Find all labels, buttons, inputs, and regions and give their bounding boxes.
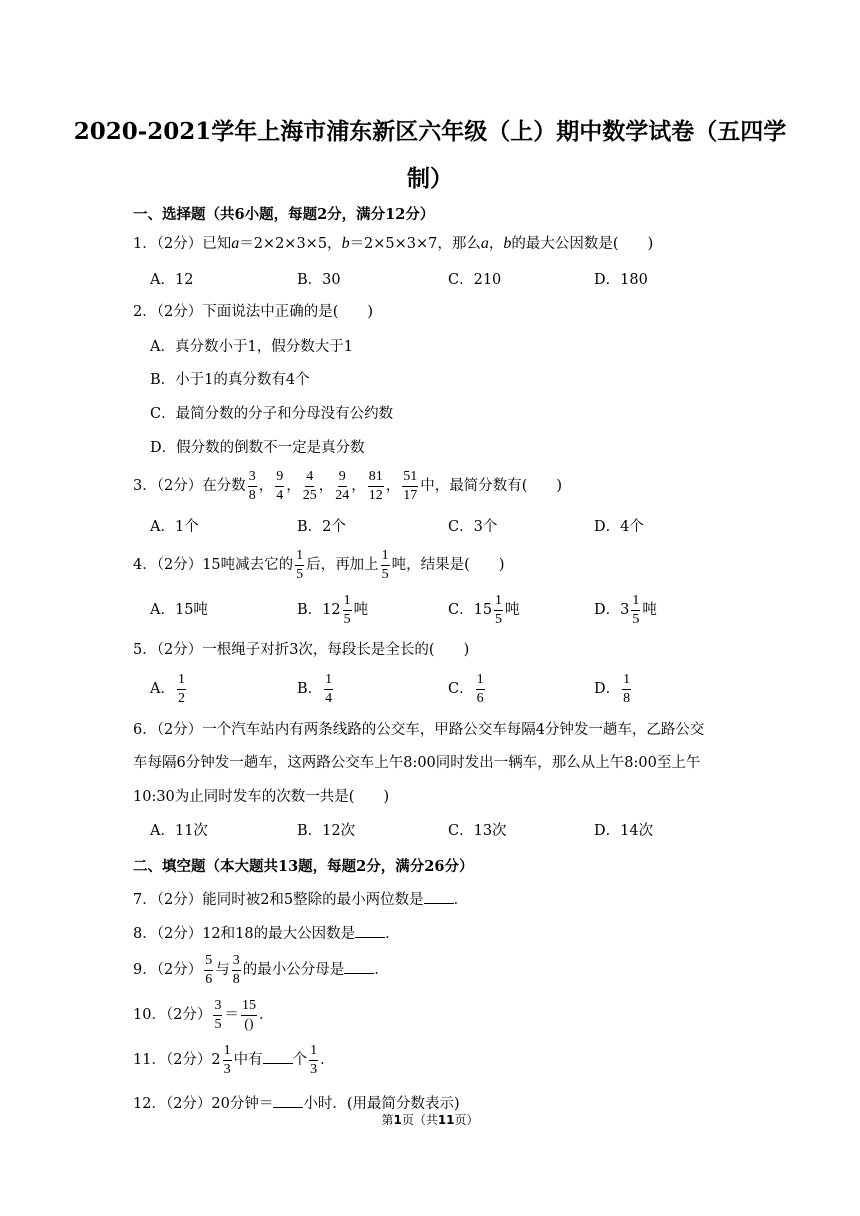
question-1-option-c: C．210 (448, 272, 502, 288)
question-4-option-a: A．15吨 (150, 602, 208, 618)
section-fill-heading: 二、填空题（本大题共13题，每题2分，满分26分） (133, 858, 474, 875)
fraction: $\frac{1}{5}$ (381, 547, 389, 582)
question-8: 8．（2分）12和18的最大公因数是 ． (133, 923, 400, 944)
question-6-option-c: C．13次 (448, 823, 507, 839)
fraction: $\frac{4}{25}$ (302, 468, 317, 503)
question-5-option-d: D． $\frac{1}{8}$ (594, 671, 631, 706)
page-footer: 第1页（共11页） (381, 1113, 479, 1127)
answer-blank[interactable] (344, 959, 374, 974)
fraction: $\frac{1}{2}$ (177, 671, 185, 706)
question-10: 10．（2分） $\frac{3}{5}$ ＝ $\frac{15}{()}$ ． (133, 997, 274, 1032)
fraction: $\frac{5}{6}$ (205, 952, 213, 987)
section-choice-heading: 一、选择题（共6小题，每题2分，满分12分） (133, 206, 435, 223)
question-4-option-d: D．3 $\frac{1}{5}$ 吨 (594, 592, 657, 627)
fraction: $\frac{1}{3}$ (310, 1042, 318, 1077)
question-7: 7．（2分）能同时被2和5整除的最小两位数是 ． (133, 889, 468, 910)
question-6-option-a: A．11次 (150, 823, 208, 839)
question-5-option-c: C． $\frac{1}{6}$ (448, 671, 484, 706)
question-1-option-a: A．12 (150, 272, 194, 288)
answer-blank[interactable] (263, 1049, 293, 1064)
question-9: 9．（2分） $\frac{5}{6}$ 与 $\frac{3}{8}$ 的最小公分母是 ． (133, 952, 389, 987)
fraction: $\frac{1}{3}$ (223, 1042, 231, 1077)
fraction: $\frac{1}{4}$ (325, 671, 333, 706)
fraction: $\frac{9}{4}$ (276, 468, 284, 503)
question-5-option-b: B． $\frac{1}{4}$ (297, 671, 333, 706)
answer-blank[interactable] (273, 1093, 303, 1108)
question-11: 11．（2分）2 $\frac{1}{3}$ 中有 个 $\frac{1}{3}$ ． (133, 1042, 335, 1077)
question-4-option-c: C．15 $\frac{1}{5}$ 吨 (448, 592, 520, 627)
fraction: $\frac{9}{24}$ (335, 468, 350, 503)
fraction: $\frac{1}{5}$ (495, 592, 503, 627)
question-2-stem: 2．（2分）下面说法中正确的是( ) (133, 304, 374, 320)
question-6-option-d: D．14次 (594, 823, 654, 839)
question-12: 12．（2分）20分钟＝ 小时．(用最简分数表示) (133, 1093, 460, 1114)
answer-blank[interactable] (424, 889, 454, 904)
question-2-option-d: D．假分数的倒数不一定是真分数 (150, 440, 365, 456)
fraction: $\frac{81}{12}$ (368, 468, 383, 503)
question-3-stem: 3．（2分）在分数 $\frac{3}{8}$ ， $\frac{9}{4}$ ， $\frac{4}{25}$ ， $\frac{9}{24}$ ， $\frac{81}{12}$ ， $\frac{51}{17}$ 中，最简分数有( ) (133, 468, 563, 503)
fraction: $\frac{1}{5}$ (632, 592, 640, 627)
fraction: $\frac{1}{5}$ (296, 547, 304, 582)
question-5-stem: 5．（2分）一根绳子对折3次，每段长是全长的( ) (133, 642, 470, 658)
page-title: 2020-2021学年上海市浦东新区六年级（上）期中数学试卷（五四学制） (73, 118, 787, 192)
answer-blank[interactable] (355, 923, 385, 938)
question-6-option-b: B．12次 (297, 823, 356, 839)
question-3-option-b: B．2个 (297, 519, 346, 535)
question-6-stem-line-3: 10:30为止同时发车的次数一共是( ) (133, 789, 390, 805)
question-5-option-a: A． $\frac{1}{2}$ (150, 671, 185, 706)
question-3-option-d: D．4个 (594, 519, 644, 535)
question-1-stem: 1．（2分）已知a＝2×2×3×5，b＝2×5×3×7，那么a，b的最大公因数是( ) (133, 235, 654, 252)
fraction: $\frac{3}{8}$ (232, 952, 240, 987)
question-6-stem-line-1: 6．（2分）一个汽车站内有两条线路的公交车，甲路公交车每隔4分钟发一趟车，乙路公交 (133, 722, 705, 738)
question-4-stem: 4．（2分）15吨减去它的 $\frac{1}{5}$ 后，再加上 $\frac{1}{5}$ 吨，结果是( ) (133, 547, 505, 582)
fraction: $\frac{15}{()}$ (241, 997, 256, 1032)
fraction: $\frac{51}{17}$ (403, 468, 418, 503)
question-6-stem-line-2: 车每隔6分钟发一趟车，这两路公交车上午8:00同时发出一辆车，那么从上午8:00至上午 (133, 755, 701, 771)
question-4-option-b: B．12 $\frac{1}{5}$ 吨 (297, 592, 369, 627)
fraction: $\frac{3}{8}$ (248, 468, 256, 503)
question-1-option-b: B．30 (297, 272, 341, 288)
fraction: $\frac{1}{8}$ (623, 671, 631, 706)
question-2-option-b: B．小于1的真分数有4个 (150, 372, 310, 388)
fraction: $\frac{1}{5}$ (343, 592, 351, 627)
question-2-option-a: A．真分数小于1，假分数大于1 (150, 339, 353, 355)
fraction: $\frac{3}{5}$ (214, 997, 222, 1032)
question-3-option-a: A．1个 (150, 519, 199, 535)
question-3-option-c: C．3个 (448, 519, 498, 535)
question-1-option-d: D．180 (594, 272, 648, 288)
fraction: $\frac{1}{6}$ (476, 671, 484, 706)
question-2-option-c: C．最简分数的分子和分母没有公约数 (150, 406, 394, 422)
